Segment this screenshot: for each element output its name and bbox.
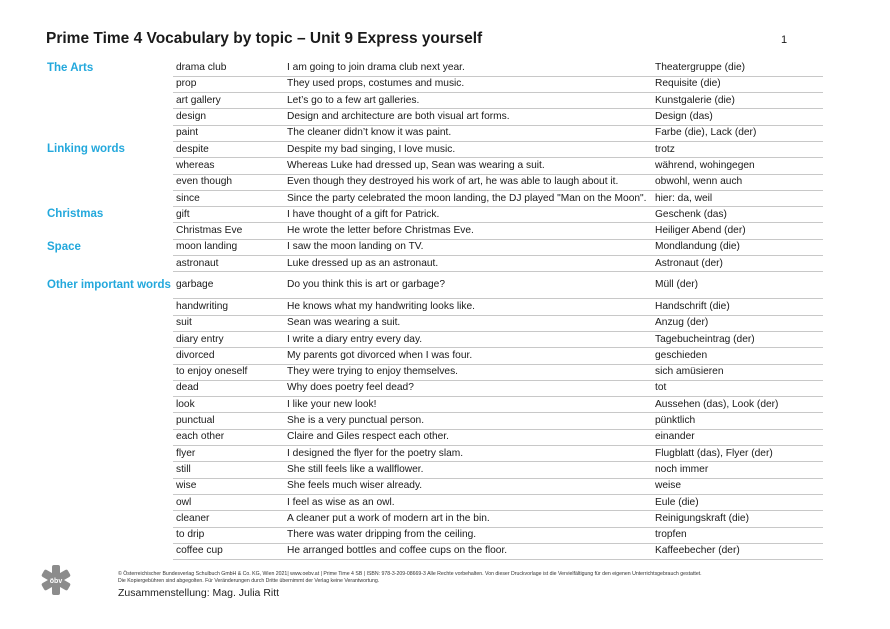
german-translation: sich amüsieren — [652, 364, 823, 380]
vocab-word: wise — [173, 478, 284, 494]
topic-label — [45, 446, 173, 462]
example-sentence: Sean was wearing a suit. — [284, 315, 652, 331]
vocab-word: divorced — [173, 348, 284, 364]
vocab-word: moon landing — [173, 239, 284, 255]
vocab-word: gift — [173, 207, 284, 223]
table-row — [45, 348, 823, 364]
german-translation: Reinigungskraft (die) — [652, 511, 823, 527]
example-sentence: Whereas Luke had dressed up, Sean was wearing a suit. — [284, 158, 652, 174]
german-translation: tropfen — [652, 527, 823, 543]
german-translation: Requisite (die) — [652, 76, 823, 92]
german-translation: Design (das) — [652, 109, 823, 125]
example-sentence: A cleaner put a work of modern art in the bin. — [284, 511, 652, 527]
table-row — [45, 141, 823, 157]
german-translation: pünktlich — [652, 413, 823, 429]
table-row — [45, 511, 823, 527]
topic-label — [45, 527, 173, 543]
author-credit: Zusammenstellung: Mag. Julia Ritt — [118, 587, 280, 599]
example-sentence: She still feels like a wallflower. — [284, 462, 652, 478]
topic-label — [45, 76, 173, 92]
topic-label — [45, 511, 173, 527]
example-sentence: I saw the moon landing on TV. — [284, 239, 652, 255]
vocab-word: owl — [173, 494, 284, 510]
table-row — [45, 60, 823, 76]
table-row — [45, 93, 823, 109]
example-sentence: Do you think this is art or garbage? — [284, 272, 652, 299]
table-row — [45, 364, 823, 380]
vocab-word: each other — [173, 429, 284, 445]
topic-label: Linking words — [47, 143, 125, 156]
table-row — [45, 413, 823, 429]
german-translation: trotz — [652, 141, 823, 157]
topic-label: Other important words — [47, 278, 171, 291]
page-number: 1 — [781, 34, 788, 46]
german-translation: hier: da, weil — [652, 190, 823, 206]
german-translation: Eule (die) — [652, 494, 823, 510]
example-sentence: Design and architecture are both visual art forms. — [284, 109, 652, 125]
table-row — [45, 256, 823, 272]
german-translation: tot — [652, 380, 823, 396]
vocab-word: suit — [173, 315, 284, 331]
example-sentence: He knows what my handwriting looks like. — [284, 299, 652, 315]
table-row — [45, 494, 823, 510]
table-row — [45, 207, 823, 223]
table-row — [45, 380, 823, 396]
vocab-word: paint — [173, 125, 284, 141]
vocab-word: astronaut — [173, 256, 284, 272]
vocabulary-table-body — [45, 60, 823, 560]
topic-label — [45, 331, 173, 347]
example-sentence: Why does poetry feel dead? — [284, 380, 652, 396]
german-translation: geschieden — [652, 348, 823, 364]
german-translation: obwohl, wenn auch — [652, 174, 823, 190]
example-sentence: There was water dripping from the ceiling. — [284, 527, 652, 543]
topic-label — [45, 364, 173, 380]
vocab-word: handwriting — [173, 299, 284, 315]
table-row — [45, 125, 823, 141]
german-translation: Müll (der) — [652, 272, 823, 299]
table-row — [45, 174, 823, 190]
table-row — [45, 446, 823, 462]
table-row — [45, 478, 823, 494]
table-row — [45, 397, 823, 413]
german-translation: Flugblatt (das), Flyer (der) — [652, 446, 823, 462]
example-sentence: Claire and Giles respect each other. — [284, 429, 652, 445]
example-sentence: My parents got divorced when I was four. — [284, 348, 652, 364]
vocab-word: prop — [173, 76, 284, 92]
example-sentence: Even though they destroyed his work of art, he was able to laugh about it. — [284, 174, 652, 190]
german-translation: während, wohingegen — [652, 158, 823, 174]
vocabulary-table — [45, 60, 823, 560]
german-translation: einander — [652, 429, 823, 445]
table-row — [45, 76, 823, 92]
example-sentence: She feels much wiser already. — [284, 478, 652, 494]
table-row — [45, 190, 823, 206]
topic-label — [45, 543, 173, 559]
legal-notice — [118, 571, 758, 585]
german-translation: Anzug (der) — [652, 315, 823, 331]
vocab-word: flyer — [173, 446, 284, 462]
german-translation: noch immer — [652, 462, 823, 478]
vocab-word: diary entry — [173, 331, 284, 347]
table-row — [45, 429, 823, 445]
example-sentence: I write a diary entry every day. — [284, 331, 652, 347]
german-translation: Aussehen (das), Look (der) — [652, 397, 823, 413]
topic-label — [45, 125, 173, 141]
vocab-word: even though — [173, 174, 284, 190]
example-sentence: They were trying to enjoy themselves. — [284, 364, 652, 380]
oebv-logo — [40, 565, 72, 595]
vocab-word: cleaner — [173, 511, 284, 527]
example-sentence: Since the party celebrated the moon landing, the DJ played "Man on the Moon". — [284, 190, 652, 206]
german-translation: Heiliger Abend (der) — [652, 223, 823, 239]
topic-label: Space — [47, 240, 81, 253]
german-translation: Handschrift (die) — [652, 299, 823, 315]
vocab-word: to drip — [173, 527, 284, 543]
topic-label — [45, 109, 173, 125]
example-sentence: I designed the flyer for the poetry slam. — [284, 446, 652, 462]
example-sentence: I am going to join drama club next year. — [284, 60, 652, 76]
topic-label — [45, 299, 173, 315]
topic-label — [45, 348, 173, 364]
page-title: Prime Time 4 Vocabulary by topic – Unit 9 Express yourself — [46, 30, 483, 47]
example-sentence: I have thought of a gift for Patrick. — [284, 207, 652, 223]
vocab-word: Christmas Eve — [173, 223, 284, 239]
topic-label — [45, 223, 173, 239]
topic-label — [45, 494, 173, 510]
vocab-word: dead — [173, 380, 284, 396]
german-translation: Mondlandung (die) — [652, 239, 823, 255]
vocab-word: since — [173, 190, 284, 206]
example-sentence: The cleaner didn’t know it was paint. — [284, 125, 652, 141]
table-row — [45, 543, 823, 559]
example-sentence: Luke dressed up as an astronaut. — [284, 256, 652, 272]
german-translation: Tagebucheintrag (der) — [652, 331, 823, 347]
topic-label — [45, 478, 173, 494]
example-sentence: They used props, costumes and music. — [284, 76, 652, 92]
topic-label — [45, 462, 173, 478]
german-translation: Theatergruppe (die) — [652, 60, 823, 76]
topic-label — [45, 380, 173, 396]
example-sentence: He wrote the letter before Christmas Eve. — [284, 223, 652, 239]
vocab-word: art gallery — [173, 93, 284, 109]
vocab-word: whereas — [173, 158, 284, 174]
german-translation: Geschenk (das) — [652, 207, 823, 223]
legal-line-2: Die Kopiergebühren sind abgegolten. Für Veränderungen durch Dritte übernimmt der Verlag keine Verantwortung. — [118, 578, 380, 584]
table-row — [45, 158, 823, 174]
german-translation: Farbe (die), Lack (der) — [652, 125, 823, 141]
topic-label — [45, 190, 173, 206]
topic-label — [45, 315, 173, 331]
topic-label: The Arts — [47, 61, 94, 74]
table-row — [45, 223, 823, 239]
german-translation: weise — [652, 478, 823, 494]
vocab-word: design — [173, 109, 284, 125]
vocab-word: look — [173, 397, 284, 413]
example-sentence: Despite my bad singing, I love music. — [284, 141, 652, 157]
vocab-word: still — [173, 462, 284, 478]
table-row — [45, 315, 823, 331]
topic-label — [45, 397, 173, 413]
topic-label — [45, 93, 173, 109]
example-sentence: She is a very punctual person. — [284, 413, 652, 429]
vocab-word: despite — [173, 141, 284, 157]
topic-label: Christmas — [47, 208, 104, 221]
vocab-word: garbage — [173, 272, 284, 299]
example-sentence: I like your new look! — [284, 397, 652, 413]
legal-line-1: © Österreichischer Bundesverlag Schulbuch GmbH & Co. KG, Wien 2021| www.oebv.at | Prime Time 4 SB | ISBN: 978-3-209-08669-3 Alle Rechte vorbehalten. Von dieser Druckvorlage ist die Vervielfältigung für den eigenen Unterrichtsgebrauch gestattet. — [118, 571, 702, 577]
logo-text: öbv — [49, 578, 63, 585]
example-sentence: He arranged bottles and coffee cups on the floor. — [284, 543, 652, 559]
german-translation: Astronaut (der) — [652, 256, 823, 272]
topic-label — [45, 429, 173, 445]
example-sentence: Let’s go to a few art galleries. — [284, 93, 652, 109]
table-row — [45, 331, 823, 347]
table-row — [45, 462, 823, 478]
topic-label — [45, 174, 173, 190]
example-sentence: I feel as wise as an owl. — [284, 494, 652, 510]
table-row — [45, 239, 823, 255]
german-translation: Kaffeebecher (der) — [652, 543, 823, 559]
vocab-word: punctual — [173, 413, 284, 429]
table-row — [45, 527, 823, 543]
topic-label — [45, 256, 173, 272]
topic-label — [45, 413, 173, 429]
table-row — [45, 109, 823, 125]
vocab-word: drama club — [173, 60, 284, 76]
table-row — [45, 299, 823, 315]
table-row — [45, 272, 823, 299]
vocab-word: to enjoy oneself — [173, 364, 284, 380]
german-translation: Kunstgalerie (die) — [652, 93, 823, 109]
vocab-word: coffee cup — [173, 543, 284, 559]
topic-label — [45, 158, 173, 174]
